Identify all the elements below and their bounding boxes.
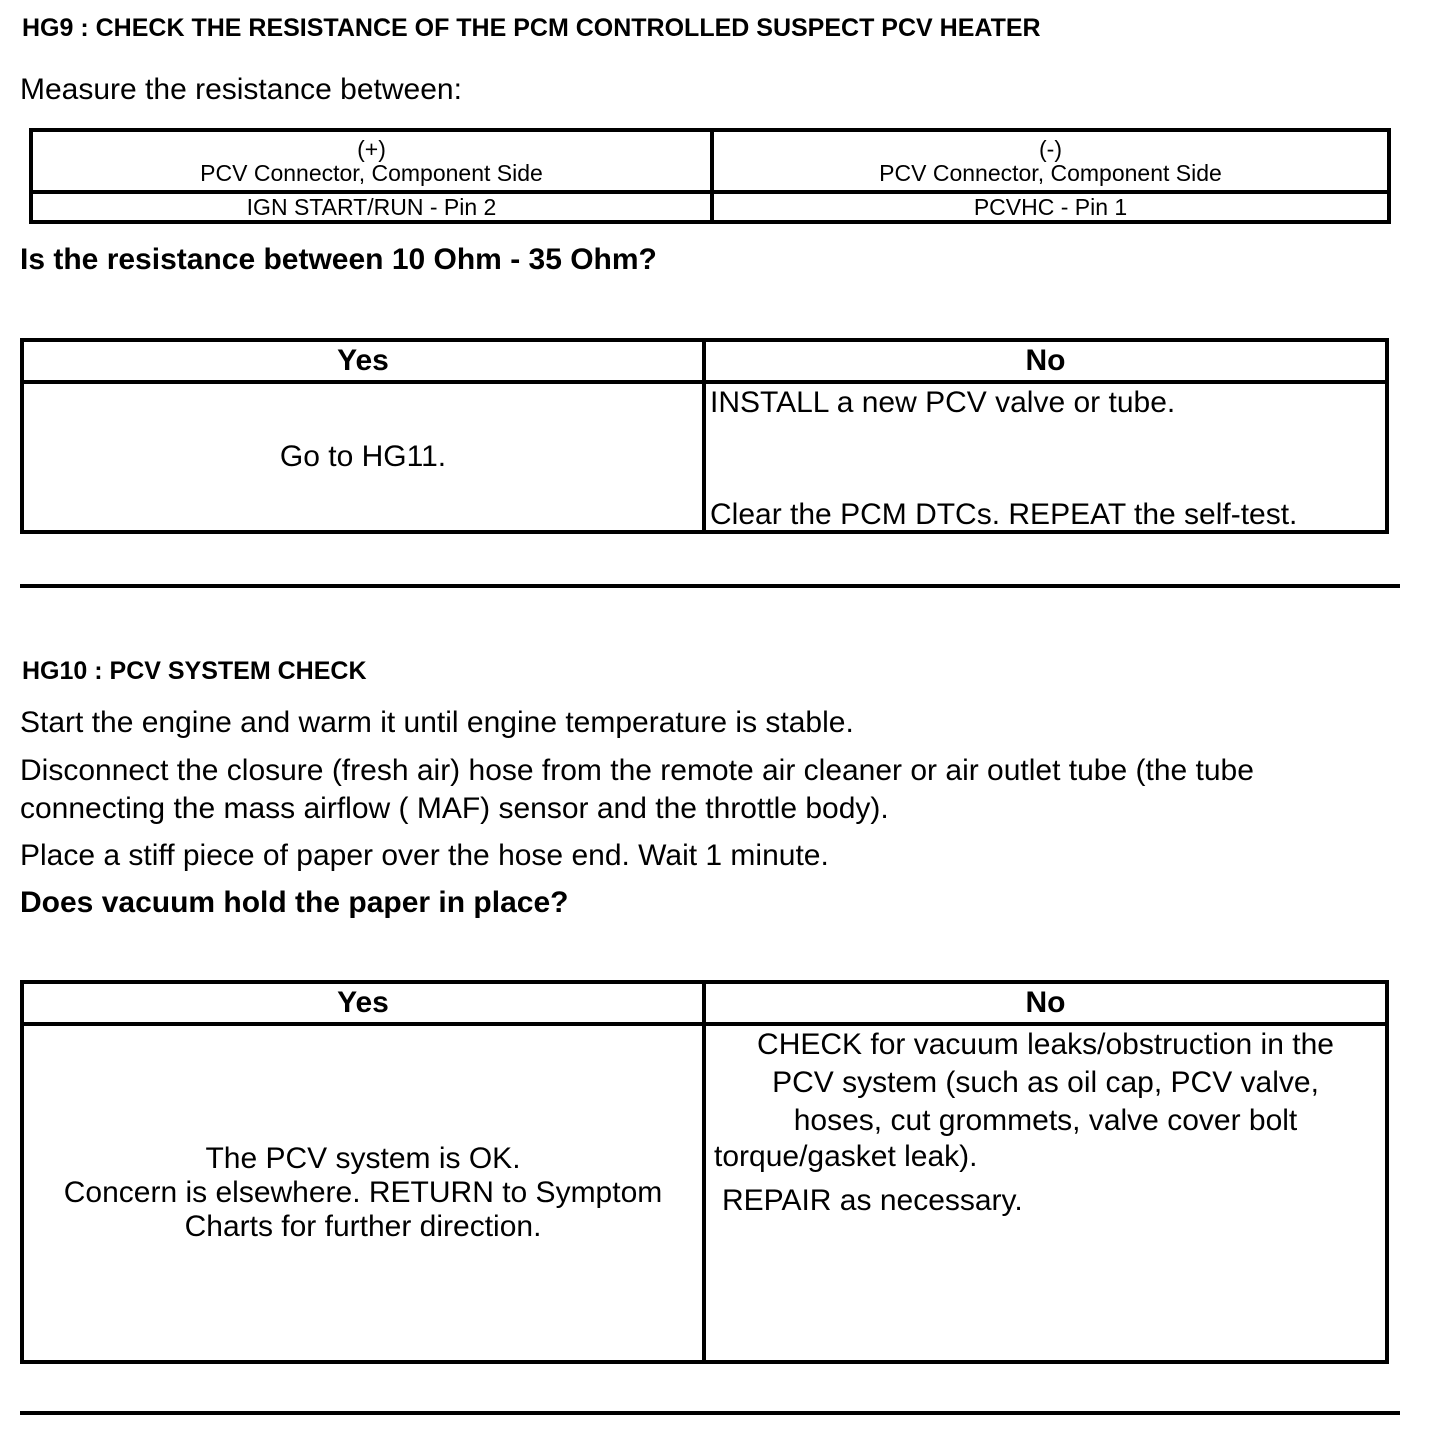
hg9-measure-table <box>29 128 1391 224</box>
hg10-question: Does vacuum hold the paper in place? <box>20 886 569 919</box>
neg-pin: PCVHC - Pin 1 <box>712 192 1389 222</box>
hg10-yes-line1: The PCV system is OK. <box>205 1142 521 1175</box>
measure-pos-cell <box>31 130 712 192</box>
hg9-answer-table <box>20 338 1389 534</box>
hg9-intro: Measure the resistance between: <box>20 73 462 106</box>
neg-symbol: (-) <box>1039 136 1062 162</box>
hg10-answer-body-row <box>22 1024 1387 1362</box>
hg10-step3: Place a stiff piece of paper over the hose end. Wait 1 minute. <box>20 839 829 872</box>
hg10-no-line2: PCV system (such as oil cap, PCV valve, <box>772 1066 1319 1099</box>
hg10-answer-table <box>20 980 1389 1364</box>
pos-label: PCV Connector, Component Side <box>200 160 543 186</box>
hg9-yes-text: Go to HG11. <box>279 440 447 473</box>
hg10-no-line4: torque/gasket leak). <box>714 1140 978 1173</box>
pos-symbol: (+) <box>357 136 386 162</box>
hg10-yes-line2: Concern is elsewhere. RETURN to Symptom <box>63 1176 663 1209</box>
hg10-heading: HG10 : PCV SYSTEM CHECK <box>22 657 367 685</box>
bottom-divider <box>20 1411 1400 1415</box>
hg9-no-cell <box>704 382 1387 532</box>
hg9-answer-body-row <box>22 382 1387 532</box>
hg10-no-header: No <box>704 982 1387 1024</box>
hg9-answer-header-row <box>22 340 1387 382</box>
hg9-question: Is the resistance between 10 Ohm - 35 Ohm? <box>20 243 657 276</box>
hg10-no-line1: CHECK for vacuum leaks/obstruction in the <box>757 1028 1334 1061</box>
pos-pin: IGN START/RUN - Pin 2 <box>31 192 712 222</box>
section-divider <box>20 584 1400 588</box>
hg9-yes-header: Yes <box>22 340 704 382</box>
hg10-step2-line1: Disconnect the closure (fresh air) hose from the remote air cleaner or air outlet tube (the tube <box>20 754 1254 787</box>
measure-pin-row <box>31 192 1389 222</box>
hg10-no-cell <box>704 1024 1387 1362</box>
neg-label: PCV Connector, Component Side <box>879 160 1222 186</box>
hg10-answer-header-row <box>22 982 1387 1024</box>
hg10-yes-cell <box>22 1024 704 1362</box>
hg9-no-line1: INSTALL a new PCV valve or tube. <box>710 386 1176 419</box>
hg10-step2-line2: connecting the mass airflow ( MAF) sensor and the throttle body). <box>20 792 889 825</box>
hg9-yes-cell <box>22 382 704 532</box>
hg10-no-line3: hoses, cut grommets, valve cover bolt <box>793 1104 1298 1137</box>
hg10-yes-line3: Charts for further direction. <box>184 1210 542 1243</box>
hg9-no-line2: Clear the PCM DTCs. REPEAT the self-test. <box>710 498 1298 531</box>
hg10-yes-header: Yes <box>22 982 704 1024</box>
measure-neg-cell <box>712 130 1389 192</box>
hg10-no-line5: REPAIR as necessary. <box>722 1184 1023 1217</box>
measure-header-row <box>31 130 1389 192</box>
hg9-heading: HG9 : CHECK THE RESISTANCE OF THE PCM CONTROLLED SUSPECT PCV HEATER <box>22 14 1041 42</box>
hg9-no-header: No <box>704 340 1387 382</box>
hg10-step1: Start the engine and warm it until engine temperature is stable. <box>20 706 854 739</box>
